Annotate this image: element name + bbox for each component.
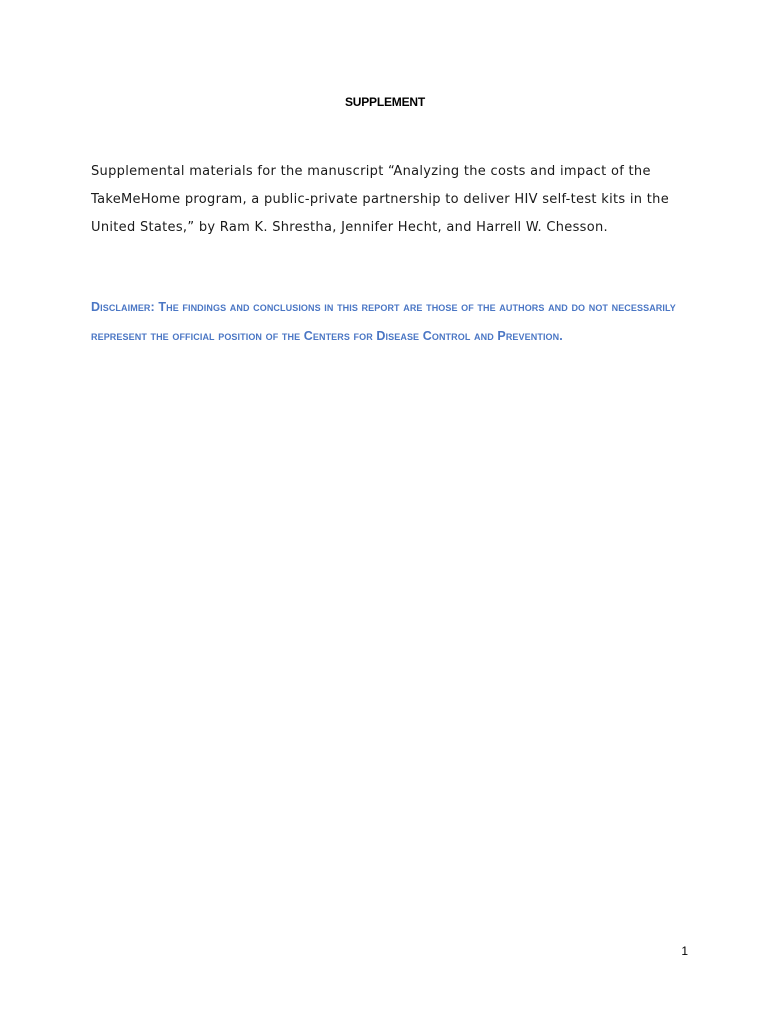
- document-title: SUPPLEMENT: [344, 95, 425, 109]
- intro-paragraph: Supplemental materials for the manuscript “Analyzing the costs and impact of the TakeMeHome program, a public-private partnership to deliver HIV self-test kits in the United States,” by Ram K. Shrestha, Jennifer Hecht, and Harrell W. Chesson.: [91, 164, 670, 235]
- disclaimer-paragraph: Disclaimer: The findings and conclusions in this report are those of the authors and do not necessarily represent the official position of the Centers for Disease Control and Prevention.: [91, 300, 676, 343]
- page-number: 1: [681, 944, 688, 958]
